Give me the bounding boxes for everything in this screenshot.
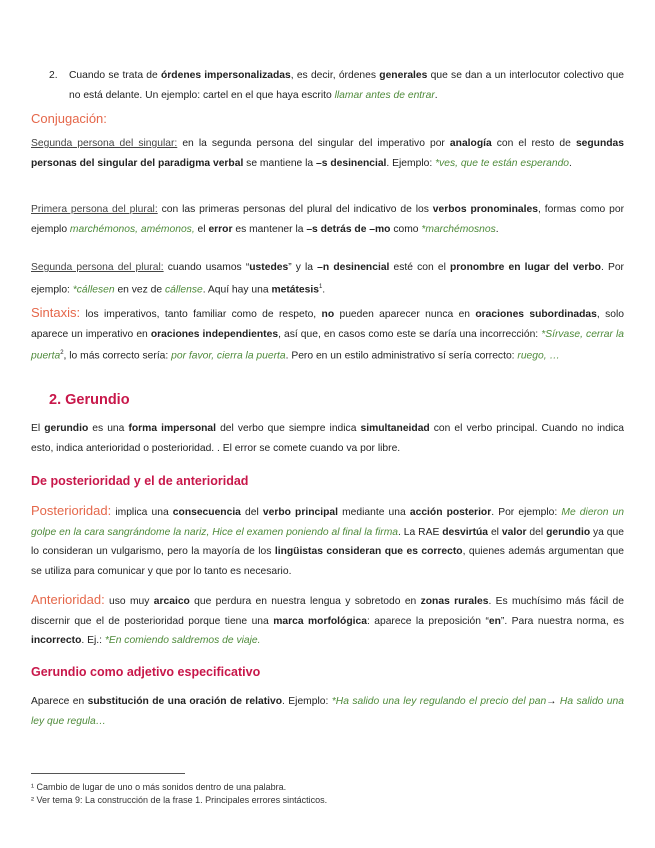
subheading-posterioridad: De posterioridad y el de anterioridad (31, 474, 249, 488)
arrow-icon: → (546, 696, 557, 707)
paragraph-primera-plural: Primera persona del plural: con las primeras personas del plural del indicativo de los verbos pronominales, formas como por ejemplo marchémonos, amémonos, el error es mantener la –s detrás de –mo como *marchémosnos. (31, 204, 625, 235)
paragraph-sintaxis: Sintaxis: los imperativos, tanto familiar como de respeto, no pueden aparecer nunca en oraciones subordinadas, solo aparece un imperativo en oraciones independientes, así que, en casos como este se daría una incorrección: *Sírvase, cerrar la puerta$^2$, lo más correcto sería: por favor, cierra la puerta. Pero en un estilo administrativo sí sería correcto: ruego, … (31, 305, 625, 362)
footnote-2: ² Ver tema 9: La construcción de la frase 1. Principales errores sintácticos. (31, 795, 328, 805)
section-heading-gerundio: 2. Gerundio (49, 392, 130, 408)
paragraph-adjetivo: Aparece en substitución de una oración de relativo. Ejemplo: *Ha salido una ley regulando el precio del pan→ Ha salido una ley que regula… (31, 696, 624, 727)
paragraph-segunda-singular: Segunda persona del singular: en la segunda persona del singular del imperativo por analogía con el resto de segundas personas del singular del paradigma verbal se mantiene la –s desinencial. Ejemplo: *ves, que te están esperando. (31, 138, 625, 169)
paragraph-gerundio: El gerundio es una forma impersonal del verbo que siempre indica simultaneidad con el verbo principal. Cuando no indica esto, indica anterioridad o posterioridad. . El error se comete cuando va por libre. (31, 423, 625, 454)
footnote-ref[interactable]: 1 (318, 283, 323, 290)
footnote-ref[interactable]: 2 (60, 350, 64, 356)
footnote-1: ¹ Cambio de lugar de uno o más sonidos dentro de una palabra. (31, 782, 287, 792)
list-item-impersonal-orders: Cuando se trata de órdenes impersonalizadas, es decir, órdenes generales que se dan a un interlocutor colectivo que no está delante. Un ejemplo: cartel en el que haya escrito llamar antes de entrar. (69, 70, 624, 101)
subheading-adjetivo: Gerundio como adjetivo especificativo (31, 665, 261, 679)
footnote-divider (31, 773, 185, 774)
paragraph-segunda-plural: Segunda persona del plural: cuando usamos “ustedes” y la –n desinencial esté con el pronombre en lugar del verbo. Por ejemplo: *cállesen en vez de cállense. Aquí hay una metátesis$^1$. (31, 262, 624, 295)
paragraph-anterioridad: Anterioridad: uso muy arcaico que perdura en nuestra lengua y sobretodo en zonas rurales. Es muchísimo más fácil de discernir que el de posterioridad porque tiene una marca morfológica: aparece la preposición “en”. Para nuestra norma, es incorrecto. Ej.: *En comiendo saldremos de viaje. (31, 592, 625, 646)
list-number: 2. (49, 70, 58, 81)
paragraph-posterioridad: Posterioridad: implica una consecuencia del verbo principal mediante una acción posterior. Por ejemplo: Me dieron un golpe en la cara sangrándome la nariz, Hice el examen poniendo al final la firma. La RAE desvirtúa el valor del gerundio ya que lo consideran un vulgarismo, pero la mayoría de los lingüistas consideran que es correcto, quienes además argumentan que se utiliza para comunicar y que por lo tanto es necesario. (31, 503, 625, 577)
heading-conjugacion: Conjugación: (31, 111, 107, 126)
